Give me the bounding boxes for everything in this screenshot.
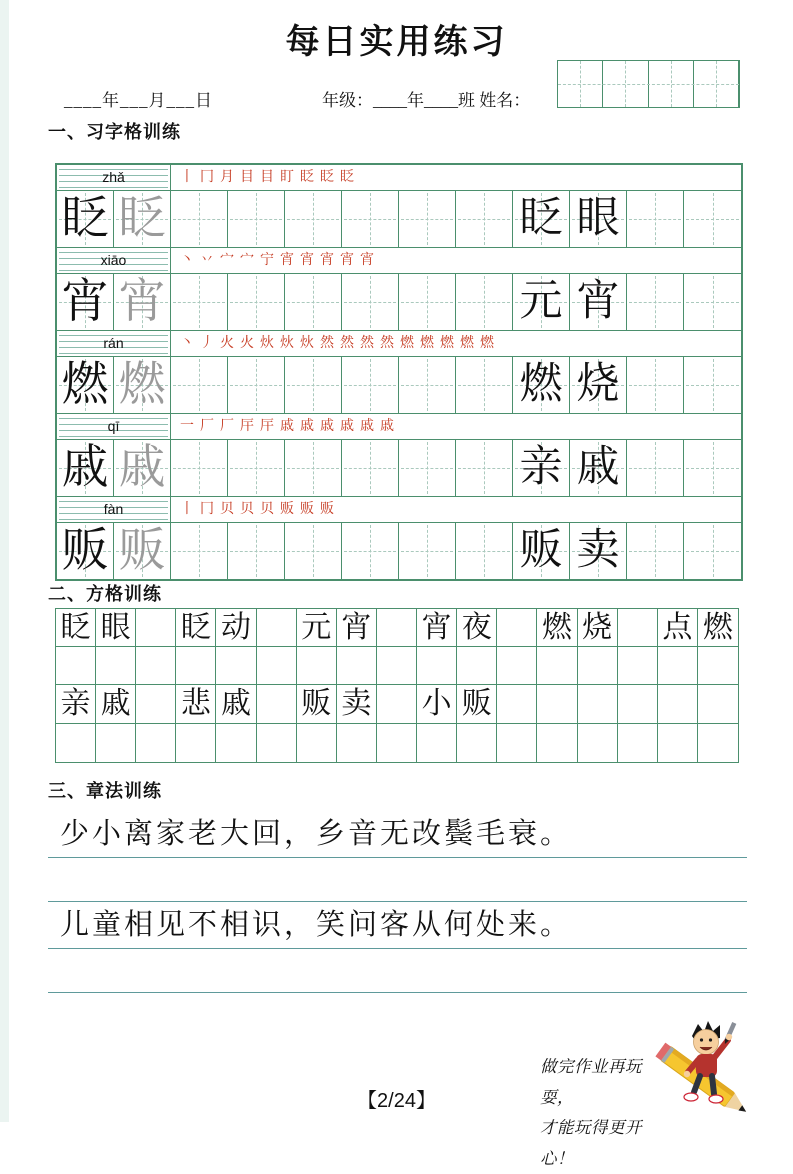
pinyin-label: rán: [103, 335, 124, 351]
practice-block: [57, 331, 741, 414]
word-grid-cell: 亲: [56, 685, 96, 723]
practice-cell: [285, 191, 342, 247]
word-character: 元: [519, 278, 563, 325]
word-character: 亲: [519, 444, 563, 491]
practice-cell: [171, 440, 228, 496]
practice-cell: [399, 357, 456, 413]
empty-grid-cell: [297, 647, 337, 685]
practice-cell: [513, 357, 570, 413]
practice-cell: [684, 357, 741, 413]
trace-character: 贩: [118, 525, 166, 577]
character-practice-table: [55, 163, 743, 581]
empty-grid-cell: [257, 609, 297, 647]
practice-cell: [627, 357, 684, 413]
word-grid-cell: 燃: [537, 609, 577, 647]
trace-character: 戚: [118, 442, 166, 494]
composition-section: [48, 804, 747, 993]
practice-cell: [399, 274, 456, 330]
word-grid-cell: 小: [417, 685, 457, 723]
practice-block: [57, 248, 741, 331]
empty-grid-cell: [417, 647, 457, 685]
practice-cell: [114, 274, 171, 330]
composition-line: [48, 902, 747, 949]
word-grid-cell: 动: [216, 609, 256, 647]
empty-grid-cell: [618, 724, 658, 762]
practice-cell: [57, 357, 114, 413]
practice-cell: [228, 274, 285, 330]
empty-grid-cell: [457, 724, 497, 762]
practice-cell: [285, 440, 342, 496]
pinyin-guide-box: [57, 331, 171, 356]
page-title: 每日实用练习: [285, 23, 508, 61]
practice-cell: [285, 274, 342, 330]
empty-grid-cell: [618, 609, 658, 647]
practice-cell: [684, 440, 741, 496]
word-character: 贩: [519, 527, 563, 574]
empty-grid-cell: [136, 609, 176, 647]
empty-grid-cell: [176, 647, 216, 685]
stroke-order-strip: 丨 冂 贝 贝 贝 贩 贩 贩: [180, 502, 334, 517]
empty-grid-cell: [537, 647, 577, 685]
composition-text: 儿童相见不相识，笑问客从何处来。: [60, 908, 573, 941]
word-character: 烧: [576, 361, 620, 408]
empty-grid-cell: [136, 647, 176, 685]
word-practice-grid: [55, 608, 739, 763]
practice-cell: [570, 440, 627, 496]
empty-grid-cell: [497, 609, 537, 647]
word-grid-cell: 烧: [578, 609, 618, 647]
empty-grid-cell: [257, 647, 297, 685]
practice-cell: [228, 440, 285, 496]
practice-cell: [228, 357, 285, 413]
practice-cell: [570, 357, 627, 413]
empty-grid-cell: [216, 724, 256, 762]
word-grid-cell: 悲: [176, 685, 216, 723]
practice-cell: [57, 274, 114, 330]
practice-cell: [570, 274, 627, 330]
word-character: 眨: [519, 195, 563, 242]
empty-grid-cell: [698, 685, 738, 723]
word-grid-cell: 戚: [216, 685, 256, 723]
practice-cell: [342, 440, 399, 496]
name-grid: [557, 60, 740, 108]
blank-writing-line: [48, 949, 747, 993]
practice-cell: [456, 191, 513, 247]
practice-cell: [399, 191, 456, 247]
empty-grid-cell: [618, 647, 658, 685]
word-grid-cell: 卖: [337, 685, 377, 723]
word-character: 卖: [576, 527, 620, 574]
empty-grid-cell: [56, 647, 96, 685]
practice-cell: [399, 440, 456, 496]
stroke-order-strip: 丶 丷 宀 宀 宁 宵 宵 宵 宵 宵: [180, 253, 374, 268]
word-grid-cell: 宵: [417, 609, 457, 647]
stroke-order-strip: 一 厂 厂 厈 厈 戚 戚 戚 戚 戚 戚: [180, 419, 394, 434]
stroke-order-strip: 丶 丿 火 火 炏 炏 炏 然 然 然 然 燃 燃 燃 燃 燃: [180, 336, 494, 351]
practice-cell: [456, 357, 513, 413]
practice-cell: [684, 191, 741, 247]
word-grid-cell: 贩: [457, 685, 497, 723]
practice-block: [57, 414, 741, 497]
practice-cell: [456, 440, 513, 496]
practice-cell: [684, 523, 741, 579]
practice-cell: [228, 191, 285, 247]
word-grid-cell: 眼: [96, 609, 136, 647]
practice-block: [57, 497, 741, 579]
model-character: 燃: [61, 359, 109, 411]
practice-cell: [57, 440, 114, 496]
mascot-illustration: [650, 1020, 762, 1120]
pinyin-guide-box: [57, 165, 171, 190]
practice-cell: [114, 440, 171, 496]
practice-cell: [570, 523, 627, 579]
pinyin-guide-box: [57, 248, 171, 273]
student-name-label: 姓名：: [479, 91, 531, 110]
word-character: 眼: [576, 195, 620, 242]
practice-cell: [627, 274, 684, 330]
practice-cell: [285, 357, 342, 413]
empty-grid-cell: [337, 724, 377, 762]
empty-grid-cell: [377, 724, 417, 762]
empty-grid-cell: [537, 685, 577, 723]
practice-cell: [456, 274, 513, 330]
practice-cell: [342, 357, 399, 413]
empty-grid-cell: [457, 647, 497, 685]
practice-cell: [228, 523, 285, 579]
empty-grid-cell: [96, 647, 136, 685]
practice-cell: [627, 440, 684, 496]
practice-block: [57, 165, 741, 248]
pinyin-guide-box: [57, 414, 171, 439]
empty-grid-cell: [257, 724, 297, 762]
practice-cell: [114, 357, 171, 413]
word-grid-cell: 燃: [698, 609, 738, 647]
grade-class-label: 年级：____年____班: [322, 91, 475, 110]
composition-line: [48, 804, 747, 858]
empty-grid-cell: [578, 647, 618, 685]
practice-cell: [171, 357, 228, 413]
practice-cell: [342, 523, 399, 579]
trace-character: 燃: [118, 359, 166, 411]
practice-cell: [171, 523, 228, 579]
word-grid-cell: 元: [297, 609, 337, 647]
empty-grid-cell: [337, 647, 377, 685]
empty-grid-cell: [377, 647, 417, 685]
pinyin-guide-box: [57, 497, 171, 522]
practice-cell: [513, 191, 570, 247]
pinyin-label: qī: [107, 418, 120, 434]
practice-cell: [57, 523, 114, 579]
practice-cell: [513, 440, 570, 496]
mascot-text-line1: 做完作业再玩耍，: [540, 1057, 642, 1107]
empty-grid-cell: [497, 724, 537, 762]
empty-grid-cell: [497, 685, 537, 723]
practice-cell: [171, 191, 228, 247]
practice-cell: [114, 523, 171, 579]
empty-grid-cell: [658, 685, 698, 723]
section1-heading: 一、习字格训练: [48, 122, 181, 142]
word-grid-cell: 点: [658, 609, 698, 647]
word-character: 燃: [519, 361, 563, 408]
word-grid-cell: 宵: [337, 609, 377, 647]
practice-cell: [513, 523, 570, 579]
grade-name-line: [322, 86, 530, 111]
empty-grid-cell: [377, 609, 417, 647]
empty-grid-cell: [658, 647, 698, 685]
empty-grid-cell: [658, 724, 698, 762]
empty-grid-cell: [698, 724, 738, 762]
practice-cell: [627, 191, 684, 247]
word-grid-cell: 夜: [457, 609, 497, 647]
date-line: ____年___月___日: [64, 91, 213, 110]
empty-grid-cell: [176, 724, 216, 762]
empty-grid-cell: [56, 724, 96, 762]
practice-cell: [570, 191, 627, 247]
empty-grid-cell: [578, 724, 618, 762]
practice-cell: [513, 274, 570, 330]
word-grid-cell: 戚: [96, 685, 136, 723]
empty-grid-cell: [618, 685, 658, 723]
practice-cell: [342, 274, 399, 330]
trace-character: 眨: [118, 193, 166, 245]
empty-grid-cell: [417, 724, 457, 762]
word-character: 戚: [576, 444, 620, 491]
page-edge-strip: [0, 0, 9, 1122]
empty-grid-cell: [216, 647, 256, 685]
pinyin-label: zhǎ: [102, 169, 125, 185]
practice-cell: [171, 274, 228, 330]
empty-grid-cell: [497, 647, 537, 685]
practice-cell: [342, 191, 399, 247]
empty-grid-cell: [377, 685, 417, 723]
practice-cell: [57, 191, 114, 247]
empty-grid-cell: [297, 724, 337, 762]
practice-cell: [627, 523, 684, 579]
word-grid-cell: 眨: [56, 609, 96, 647]
mascot-text-line2: 才能玩得更开心！: [540, 1118, 642, 1168]
pinyin-label: xiāo: [100, 252, 127, 268]
model-character: 贩: [61, 525, 109, 577]
model-character: 宵: [61, 276, 109, 328]
model-character: 戚: [61, 442, 109, 494]
empty-grid-cell: [136, 685, 176, 723]
practice-cell: [285, 523, 342, 579]
word-grid-cell: 眨: [176, 609, 216, 647]
blank-writing-line: [48, 858, 747, 902]
page-number: 【2/24】: [357, 1090, 436, 1112]
composition-text: 少小离家老大回，乡音无改鬓毛衰。: [60, 817, 573, 850]
pinyin-label: fàn: [103, 501, 124, 517]
trace-character: 宵: [118, 276, 166, 328]
word-grid-cell: 贩: [297, 685, 337, 723]
empty-grid-cell: [698, 647, 738, 685]
practice-cell: [684, 274, 741, 330]
word-character: 宵: [576, 278, 620, 325]
practice-cell: [399, 523, 456, 579]
model-character: 眨: [61, 193, 109, 245]
practice-cell: [114, 191, 171, 247]
stroke-order-strip: 丨 冂 月 目 目 盯 眨 眨 眨: [180, 170, 354, 185]
empty-grid-cell: [136, 724, 176, 762]
practice-cell: [456, 523, 513, 579]
empty-grid-cell: [96, 724, 136, 762]
empty-grid-cell: [578, 685, 618, 723]
section3-heading: 三、章法训练: [48, 781, 162, 801]
empty-grid-cell: [537, 724, 577, 762]
empty-grid-cell: [257, 685, 297, 723]
section2-heading: 二、方格训练: [48, 584, 162, 604]
